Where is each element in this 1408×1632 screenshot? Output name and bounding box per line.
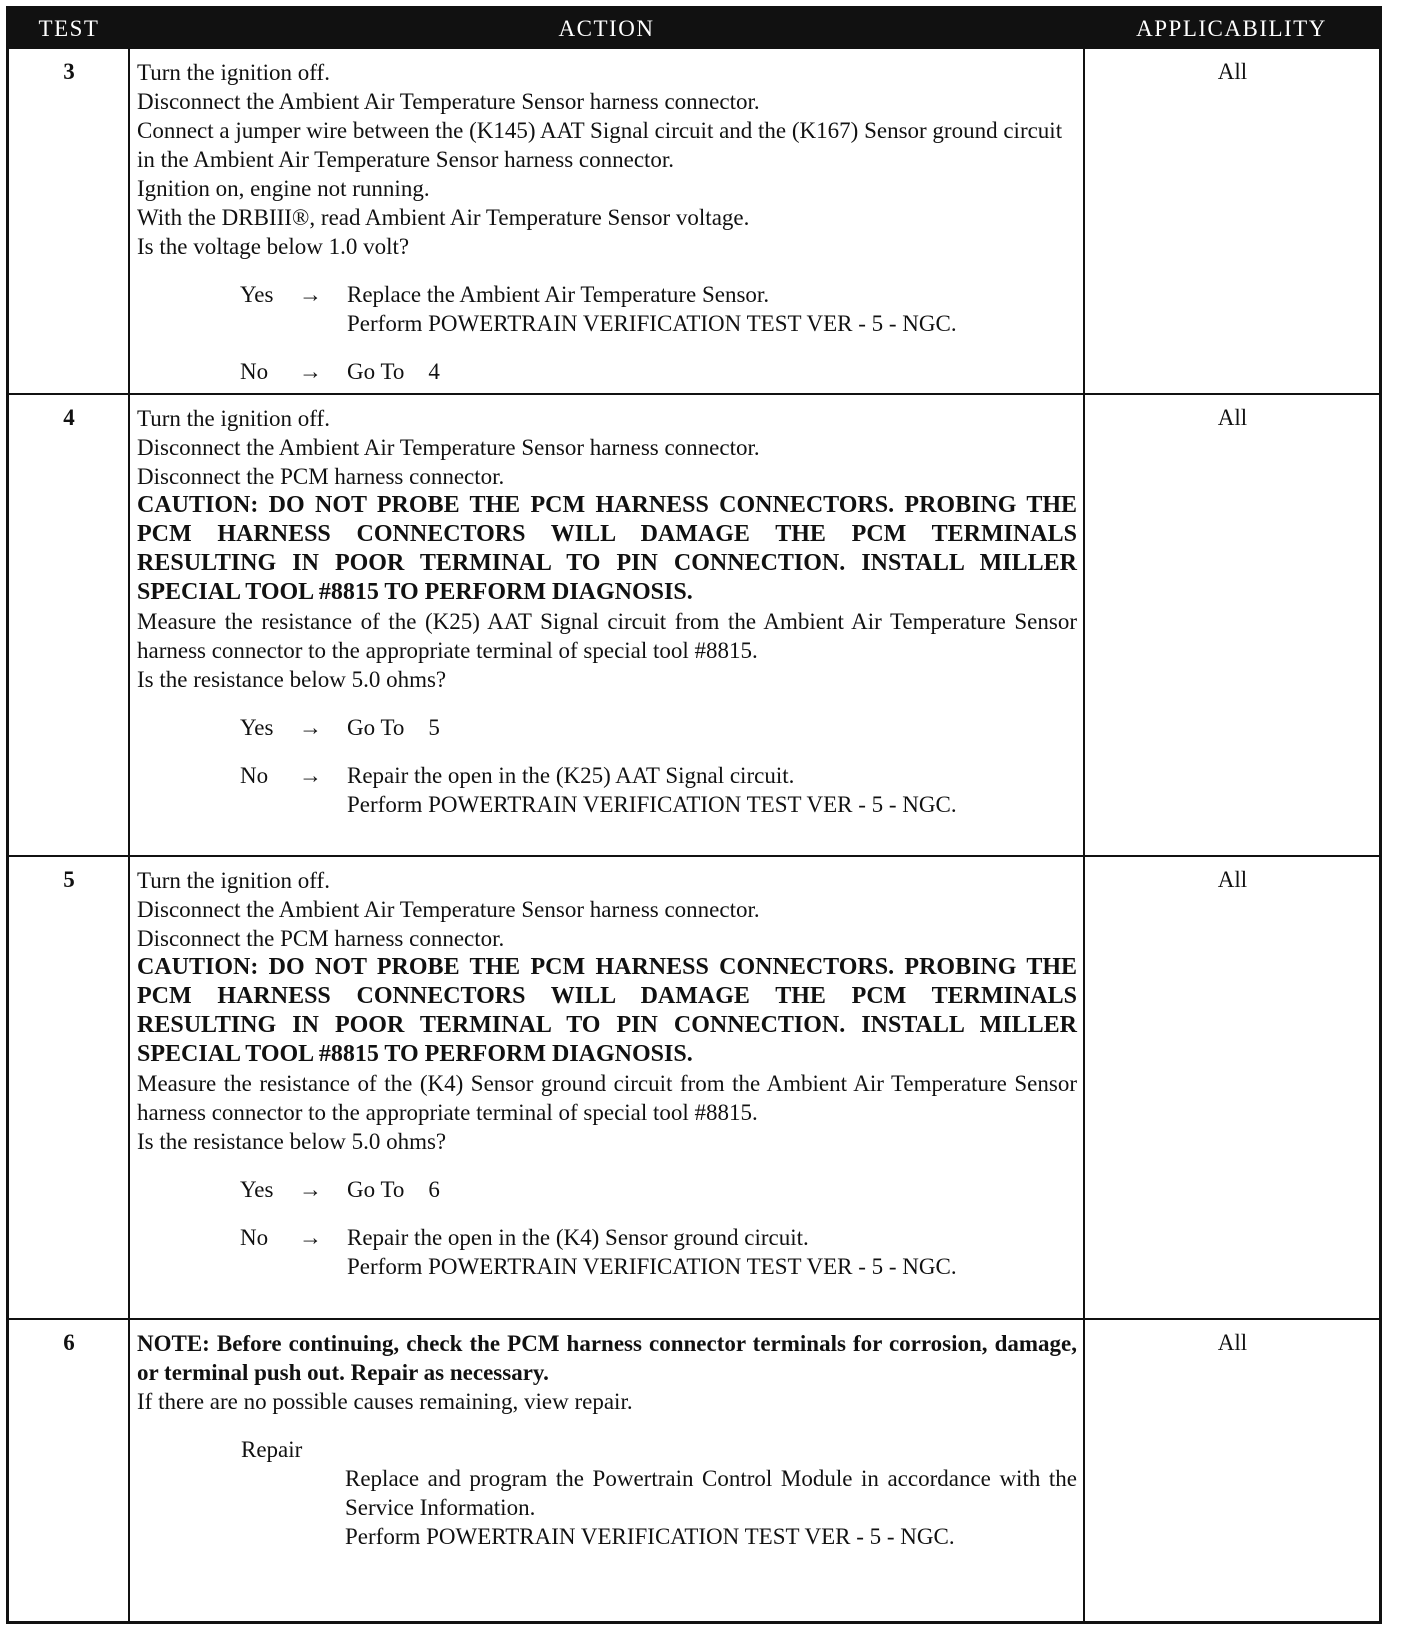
- right-arrow-icon: →: [299, 282, 322, 307]
- applicability-value: All: [1217, 405, 1248, 430]
- table-row: [9, 49, 1379, 393]
- question-line: Is the resistance below 5.0 ohms?: [137, 667, 447, 692]
- action-line: Connect a jumper wire between the (K145) AAT Signal circuit and the (K167) Sensor ground circuit in the Ambient Air Temperature Sensor harness connector.: [137, 118, 1063, 172]
- repair-line: Replace and program the Powertrain Control Module in accordance with the Service Information.: [345, 1466, 1077, 1520]
- table-row: [9, 395, 1379, 855]
- action-line: With the DRBIII®, read Ambient Air Temperature Sensor voltage.: [137, 205, 750, 230]
- right-arrow-icon: →: [299, 359, 322, 384]
- header-action: ACTION: [558, 16, 655, 41]
- yes-branch: [137, 1175, 1077, 1204]
- result-line: Repair the open in the (K25) AAT Signal circuit.: [347, 763, 795, 788]
- repair-label: Repair: [241, 1437, 303, 1462]
- branch-result: [347, 1223, 1077, 1281]
- repair-instructions: [137, 1464, 1077, 1551]
- action-line: Disconnect the Ambient Air Temperature Sensor harness connector.: [137, 897, 760, 922]
- result-line: Perform POWERTRAIN VERIFICATION TEST VER - 5 - NGC.: [347, 1254, 957, 1279]
- action-line: Disconnect the Ambient Air Temperature Sensor harness connector.: [137, 89, 760, 114]
- no-label: No: [240, 359, 269, 384]
- table-row: [9, 1320, 1379, 1621]
- goto-number: 4: [428, 359, 440, 384]
- diagnostic-test-table: [6, 6, 1382, 1624]
- repair-line: Perform POWERTRAIN VERIFICATION TEST VER - 5 - NGC.: [345, 1524, 955, 1549]
- action-line: Disconnect the Ambient Air Temperature Sensor harness connector.: [137, 435, 760, 460]
- caution-text: CAUTION: DO NOT PROBE THE PCM HARNESS CONNECTORS. PROBING THE PCM HARNESS CONNECTORS WILL DAMAGE THE PCM TERMINALS RESULTING IN POOR TERMINAL TO PIN CONNECTION. INSTALL MILLER SPECIAL TOOL #8815 TO PERFORM DIAGNOSIS.: [137, 492, 1077, 605]
- action-cell: [137, 404, 1077, 819]
- right-arrow-icon: →: [299, 763, 322, 788]
- note-text: NOTE: Before continuing, check the PCM harness connector terminals for corrosion, damage, or terminal push out. Repair as necessary.: [137, 1331, 1077, 1385]
- action-line: Is the voltage below 1.0 volt?: [137, 234, 410, 259]
- table-header: [9, 9, 1379, 49]
- result-line: Replace the Ambient Air Temperature Sensor.: [347, 282, 770, 307]
- test-number: 3: [63, 59, 75, 84]
- action-line: Turn the ignition off.: [137, 60, 330, 85]
- goto-number: 6: [428, 1177, 440, 1202]
- action-line: Measure the resistance of the (K4) Sensor ground circuit from the Ambient Air Temperature Sensor harness connector to the appropriate terminal of special tool #8815.: [137, 1071, 1077, 1125]
- applicability-value: All: [1217, 867, 1248, 892]
- yes-label: Yes: [240, 715, 274, 740]
- branch-result: [347, 280, 1077, 338]
- test-number: 4: [63, 405, 75, 430]
- table-row: [9, 857, 1379, 1318]
- branch-result: [347, 761, 1077, 819]
- goto-text: Go To: [347, 359, 405, 384]
- right-arrow-icon: →: [299, 715, 322, 740]
- branch-result: [347, 1175, 1077, 1204]
- action-line: Turn the ignition off.: [137, 406, 330, 431]
- action-line: Turn the ignition off.: [137, 868, 330, 893]
- yes-branch: [137, 280, 1077, 338]
- action-line: If there are no possible causes remaining, view repair.: [137, 1389, 633, 1414]
- applicability-value: All: [1217, 59, 1248, 84]
- action-cell: [137, 866, 1077, 1281]
- result-line: Perform POWERTRAIN VERIFICATION TEST VER - 5 - NGC.: [347, 311, 957, 336]
- applicability-value: All: [1217, 1330, 1248, 1355]
- right-arrow-icon: →: [299, 1177, 322, 1202]
- test-number: 6: [63, 1330, 75, 1355]
- no-branch: [137, 761, 1077, 819]
- goto-text: Go To: [347, 715, 405, 740]
- goto-number: 5: [428, 715, 440, 740]
- header-applicability: APPLICABILITY: [1136, 16, 1327, 41]
- action-cell: [137, 58, 1077, 386]
- branch-result: [347, 713, 1077, 742]
- caution-text: CAUTION: DO NOT PROBE THE PCM HARNESS CONNECTORS. PROBING THE PCM HARNESS CONNECTORS WILL DAMAGE THE PCM TERMINALS RESULTING IN POOR TERMINAL TO PIN CONNECTION. INSTALL MILLER SPECIAL TOOL #8815 TO PERFORM DIAGNOSIS.: [137, 954, 1077, 1067]
- action-line: Ignition on, engine not running.: [137, 176, 430, 201]
- yes-label: Yes: [240, 1177, 274, 1202]
- header-test: TEST: [38, 16, 100, 41]
- action-line: Measure the resistance of the (K25) AAT Signal circuit from the Ambient Air Temperature Sensor harness connector to the appropriate terminal of special tool #8815.: [137, 609, 1077, 663]
- yes-label: Yes: [240, 282, 274, 307]
- action-line: Disconnect the PCM harness connector.: [137, 464, 505, 489]
- yes-branch: [137, 713, 1077, 742]
- right-arrow-icon: →: [299, 1225, 322, 1250]
- goto-text: Go To: [347, 1177, 405, 1202]
- test-number: 5: [63, 867, 75, 892]
- no-label: No: [240, 763, 269, 788]
- branch-result: [347, 357, 1077, 386]
- no-branch: [137, 1223, 1077, 1281]
- action-cell: [137, 1329, 1077, 1551]
- result-line: Perform POWERTRAIN VERIFICATION TEST VER - 5 - NGC.: [347, 792, 957, 817]
- no-branch: [137, 357, 1077, 386]
- question-line: Is the resistance below 5.0 ohms?: [137, 1129, 447, 1154]
- repair-block: [137, 1435, 1077, 1551]
- action-line: Disconnect the PCM harness connector.: [137, 926, 505, 951]
- result-line: Repair the open in the (K4) Sensor ground circuit.: [347, 1225, 809, 1250]
- no-label: No: [240, 1225, 269, 1250]
